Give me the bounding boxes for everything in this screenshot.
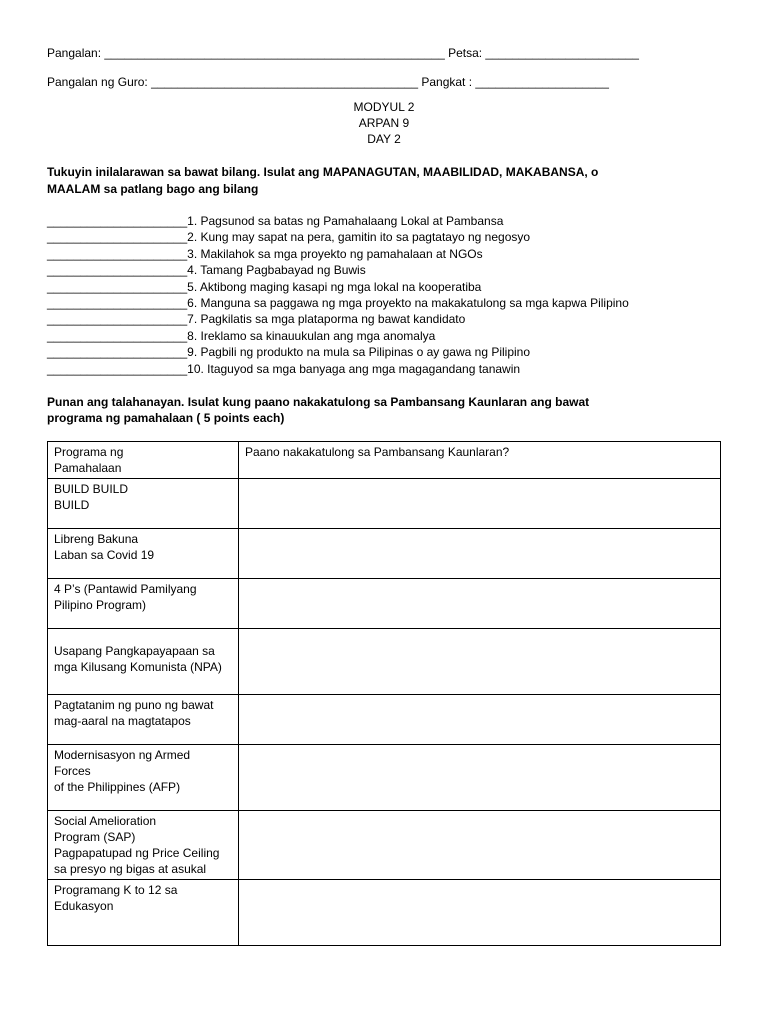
table-row — [48, 880, 721, 946]
header-contribution: Paano nakakatulong sa Pambansang Kaunlaran? — [239, 442, 721, 479]
day-title: DAY 2 — [367, 132, 401, 146]
answer-cell[interactable] — [239, 695, 721, 745]
list-item: _____________________10. Itaguyod sa mga banyaga ang mga magagandang tanawin — [47, 361, 521, 376]
program-name-cell: Usapang Pangkapayapaan sa mga Kilusang Komunista (NPA) — [48, 629, 239, 695]
table-row — [48, 529, 721, 579]
table-row — [48, 745, 721, 811]
header-program: Programa ng Pamahalaan — [48, 442, 239, 479]
answer-cell[interactable] — [239, 811, 721, 880]
program-name-cell: Social Amelioration Program (SAP) Pagpapatupad ng Price Ceiling sa presyo ng bigas at asukal — [48, 811, 239, 880]
list-item: _____________________8. Ireklamo sa kinauukulan ang mga anomalya — [47, 328, 436, 343]
answer-cell[interactable] — [239, 579, 721, 629]
list-item: _____________________7. Pagkilatis sa mga plataporma ng bawat kandidato — [47, 312, 466, 327]
identification-items — [47, 213, 629, 377]
answer-cell[interactable] — [239, 880, 721, 946]
program-name-cell: Modernisasyon ng Armed Forces of the Philippines (AFP) — [48, 745, 239, 811]
table-header-row — [48, 442, 721, 479]
program-name-cell: Libreng Bakuna Laban sa Covid 19 — [48, 529, 239, 579]
table-row — [48, 479, 721, 529]
program-name-cell: Programang K to 12 sa Edukasyon — [48, 880, 239, 946]
programs-table — [47, 441, 721, 946]
teacher-section-line: Pangalan ng Guro: ________________________________________ Pangkat : ____________________ — [47, 75, 609, 89]
list-item: _____________________5. Aktibong maging kasapi ng mga lokal na kooperatiba — [47, 279, 482, 294]
program-name-cell: BUILD BUILD BUILD — [48, 479, 239, 529]
program-name-cell: 4 P’s (Pantawid Pamilyang Pilipino Program) — [48, 579, 239, 629]
answer-cell[interactable] — [239, 629, 721, 695]
list-item: _____________________2. Kung may sapat na pera, gamitin ito sa pagtatayo ng negosyo — [47, 230, 531, 245]
table-row — [48, 695, 721, 745]
list-item: _____________________4. Tamang Pagbabayad ng Buwis — [47, 263, 366, 278]
part2-instruction-line1: Punan ang talahanayan. Isulat kung paano nakakatulong sa Pambansang Kaunlaran ang bawat — [47, 395, 590, 409]
list-item: _____________________6. Manguna sa paggawa ng mga proyekto na makakatulong sa mga kapwa Pilipino — [47, 295, 629, 310]
list-item: _____________________1. Pagsunod sa batas ng Pamahalaang Lokal at Pambansa — [47, 214, 504, 228]
table-row — [48, 629, 721, 695]
table-row — [48, 579, 721, 629]
program-name-cell: Pagtatanim ng puno ng bawat mag-aaral na magtatapos — [48, 695, 239, 745]
student-name-date-line: Pangalan: ___________________________________________________ Petsa: _______________________ — [47, 46, 639, 60]
subject-title: ARPAN 9 — [358, 116, 410, 130]
list-item: _____________________3. Makilahok sa mga proyekto ng pamahalaan at NGOs — [47, 246, 483, 261]
part2-instruction-line2: programa ng pamahalaan ( 5 points each) — [47, 411, 285, 425]
part1-instruction-line2: MAALAM sa patlang bago ang bilang — [47, 182, 259, 196]
module-title: MODYUL 2 — [353, 100, 415, 114]
answer-cell[interactable] — [239, 529, 721, 579]
table-row — [48, 811, 721, 880]
list-item: _____________________9. Pagbili ng produkto na mula sa Pilipinas o ay gawa ng Pilipino — [47, 345, 531, 360]
answer-cell[interactable] — [239, 479, 721, 529]
answer-cell[interactable] — [239, 745, 721, 811]
part1-instruction-line1: Tukuyin inilalarawan sa bawat bilang. Isulat ang MAPANAGUTAN, MAABILIDAD, MAKABANSA, o — [47, 165, 599, 179]
